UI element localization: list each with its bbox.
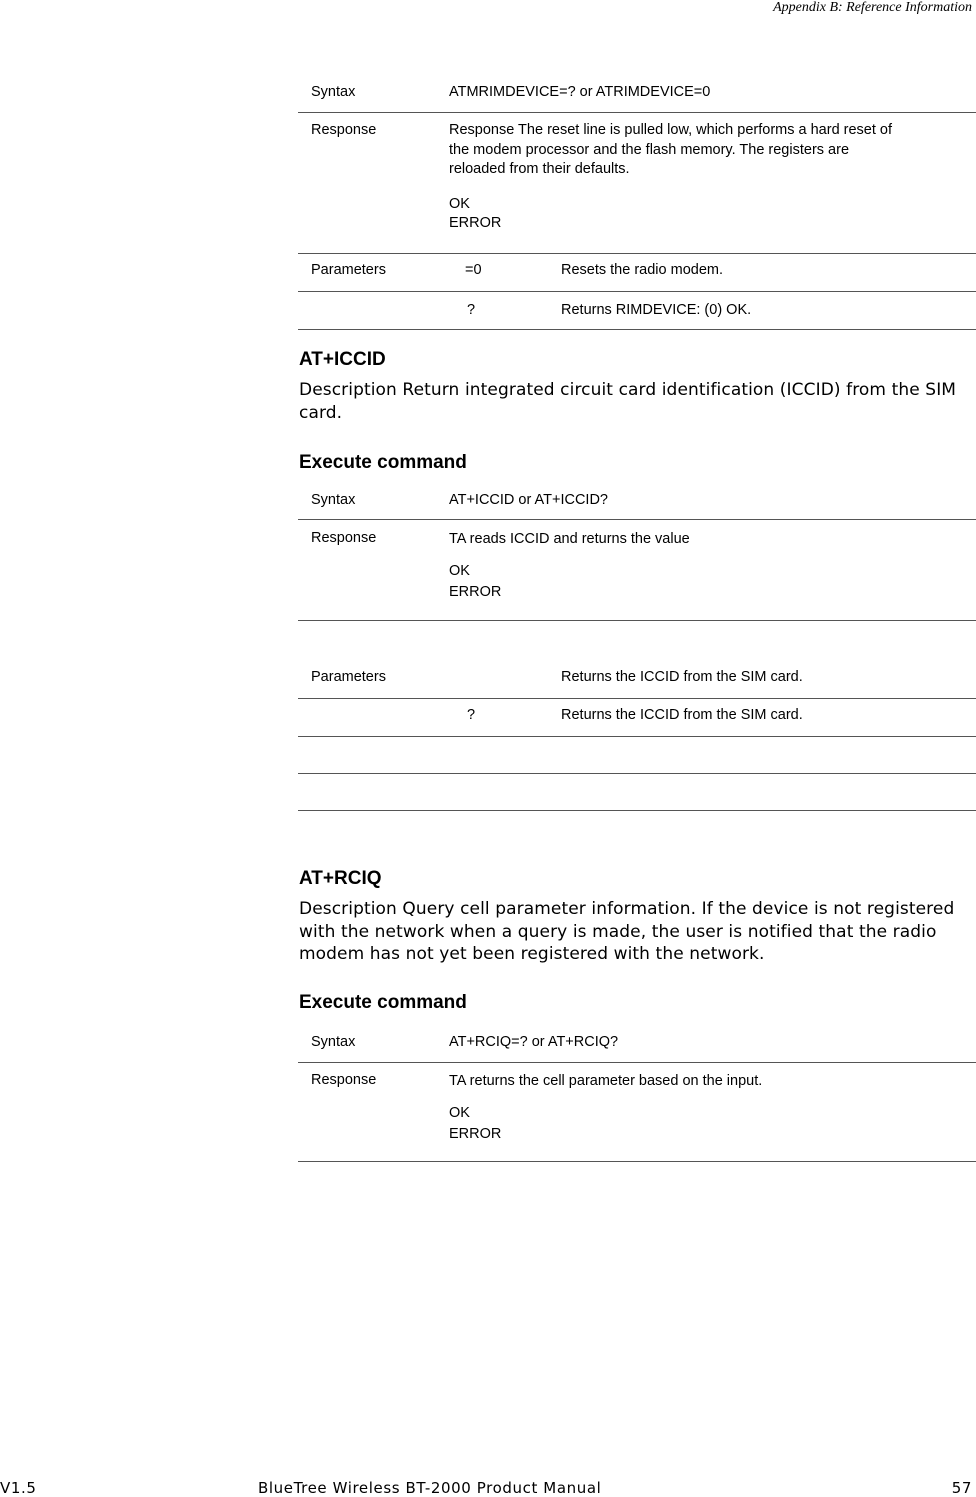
param-key: =0: [465, 262, 482, 278]
rimdevice-syntax-label: Syntax: [311, 84, 356, 100]
table-rule: [298, 1161, 976, 1162]
running-header: Appendix B: Reference Information: [773, 0, 972, 15]
rimdevice-syntax-value: ATMRIMDEVICE=? or ATRIMDEVICE=0: [449, 84, 711, 100]
table-rule: [298, 620, 976, 621]
table-rule: [298, 291, 976, 292]
footer-manual-title: BlueTree Wireless BT-2000 Product Manual: [258, 1479, 602, 1497]
iccid-execute-heading: Execute command: [299, 452, 467, 473]
response-ok: OK: [449, 1105, 470, 1121]
section-title-rciq: AT+RCIQ: [299, 868, 382, 889]
table-rule: [298, 112, 976, 113]
rimdevice-response-label: Response: [311, 122, 377, 138]
iccid-syntax-label: Syntax: [311, 492, 356, 508]
rciq-response-cell: [449, 1071, 762, 1145]
iccid-description: Description Return integrated circuit card identification (ICCID) from the SIM card.: [299, 380, 957, 423]
param-desc: Returns the ICCID from the SIM card.: [561, 707, 803, 723]
table-rule: [298, 736, 976, 737]
rciq-syntax-value: AT+RCIQ=? or AT+RCIQ?: [449, 1034, 619, 1050]
rciq-response-label: Response: [311, 1072, 377, 1088]
table-rule: [298, 773, 976, 774]
param-key: ?: [467, 302, 476, 318]
response-line: the modem processor and the flash memory. The registers are: [449, 141, 850, 158]
param-desc: Returns RIMDEVICE: (0) OK.: [561, 302, 752, 318]
param-desc: Returns the ICCID from the SIM card.: [561, 669, 803, 685]
rciq-syntax-label: Syntax: [311, 1034, 356, 1050]
response-error: ERROR: [449, 215, 502, 231]
table-rule: [298, 698, 976, 699]
section-title-iccid: AT+ICCID: [299, 349, 386, 370]
footer-page-number: 57: [951, 1479, 972, 1497]
iccid-response-label: Response: [311, 530, 377, 546]
iccid-parameters-label: Parameters: [311, 669, 386, 685]
response-line: reloaded from their defaults.: [449, 161, 630, 177]
param-key: ?: [467, 707, 476, 723]
footer-version: V1.5: [0, 1479, 37, 1497]
response-line: Response The reset line is pulled low, which performs a hard reset of: [449, 122, 893, 138]
response-text: TA reads ICCID and returns the value: [449, 531, 690, 547]
response-ok: OK: [449, 195, 470, 212]
table-rule: [298, 329, 976, 330]
response-ok: OK: [449, 563, 470, 579]
response-text: TA returns the cell parameter based on the input.: [449, 1073, 763, 1089]
table-rule: [298, 253, 976, 254]
param-desc: Resets the radio modem.: [561, 262, 723, 278]
response-error: ERROR: [449, 584, 502, 600]
table-rule: [298, 810, 976, 811]
rciq-description: Description Query cell parameter information. If the device is not registered with the network when a query is made, the user is notified that the radio modem has not yet been registered with the network.: [299, 899, 955, 964]
iccid-syntax-value: AT+ICCID or AT+ICCID?: [449, 492, 608, 508]
rimdevice-parameters-label: Parameters: [311, 262, 386, 278]
rciq-execute-heading: Execute command: [299, 992, 467, 1013]
iccid-response-cell: [449, 529, 690, 603]
table-rule: [298, 519, 976, 520]
table-rule: [298, 1062, 976, 1063]
response-error: ERROR: [449, 1126, 502, 1142]
rimdevice-response-cell: [449, 121, 892, 234]
